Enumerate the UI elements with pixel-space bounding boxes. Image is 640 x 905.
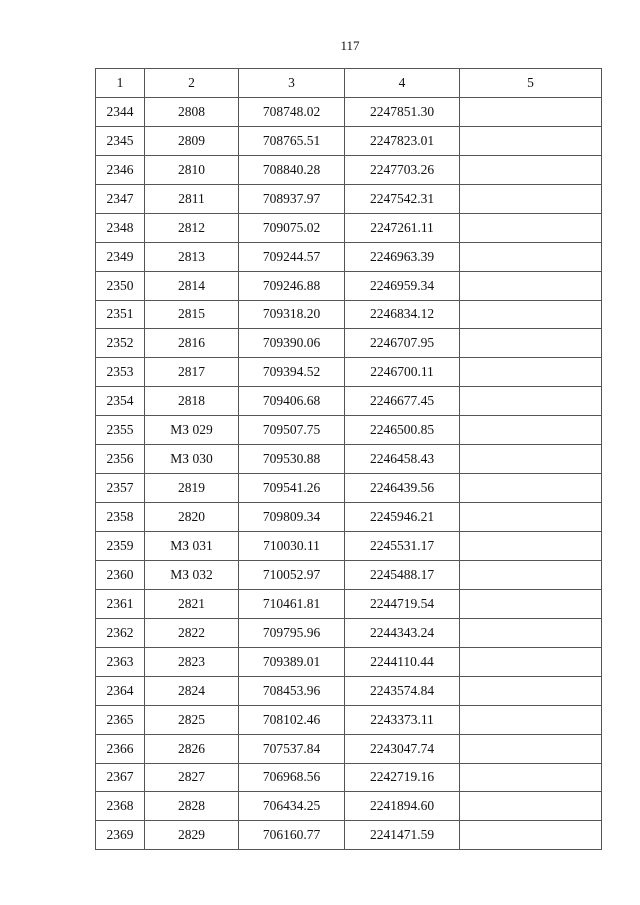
table-cell: 710052.97 xyxy=(239,560,345,589)
table-cell: 710030.11 xyxy=(239,532,345,561)
table-cell: 2360 xyxy=(96,560,145,589)
table-row xyxy=(96,676,602,705)
table-cell xyxy=(460,300,602,329)
table-cell: 2245531.17 xyxy=(345,532,460,561)
table-cell xyxy=(460,155,602,184)
table-cell: МЗ 031 xyxy=(145,532,239,561)
table-cell: 2241471.59 xyxy=(345,821,460,850)
table-cell: 2352 xyxy=(96,329,145,358)
table-cell: 2810 xyxy=(145,155,239,184)
table-cell: 2348 xyxy=(96,213,145,242)
table-cell: 709389.01 xyxy=(239,647,345,676)
table-row xyxy=(96,734,602,763)
table-cell: 706434.25 xyxy=(239,792,345,821)
table-cell: 2365 xyxy=(96,705,145,734)
table-header-row xyxy=(96,69,602,98)
table-cell: 2344 xyxy=(96,97,145,126)
column-header: 2 xyxy=(145,69,239,98)
table-cell: 2815 xyxy=(145,300,239,329)
table-cell xyxy=(460,532,602,561)
table-cell: 2820 xyxy=(145,503,239,532)
table-cell xyxy=(460,213,602,242)
table-cell: 2362 xyxy=(96,618,145,647)
table-cell: 2817 xyxy=(145,358,239,387)
table-cell: 709530.88 xyxy=(239,445,345,474)
table-cell: 708748.02 xyxy=(239,97,345,126)
table-cell: 709318.20 xyxy=(239,300,345,329)
table-row xyxy=(96,474,602,503)
table-cell: МЗ 030 xyxy=(145,445,239,474)
table-row xyxy=(96,589,602,618)
table-row xyxy=(96,763,602,792)
table-cell: 2346 xyxy=(96,155,145,184)
table-cell: 709390.06 xyxy=(239,329,345,358)
table-row xyxy=(96,329,602,358)
table-row xyxy=(96,560,602,589)
table-row xyxy=(96,184,602,213)
table-cell: 2246707.95 xyxy=(345,329,460,358)
table-cell: 2366 xyxy=(96,734,145,763)
table-cell: 2245488.17 xyxy=(345,560,460,589)
table-cell: 709075.02 xyxy=(239,213,345,242)
table-cell: 2814 xyxy=(145,271,239,300)
table-cell: 710461.81 xyxy=(239,589,345,618)
table-cell xyxy=(460,387,602,416)
table-cell xyxy=(460,184,602,213)
table-row xyxy=(96,792,602,821)
table-cell: 2361 xyxy=(96,589,145,618)
table-cell xyxy=(460,271,602,300)
table-cell: 2816 xyxy=(145,329,239,358)
table-cell: 709541.26 xyxy=(239,474,345,503)
column-header: 1 xyxy=(96,69,145,98)
table-cell: 709406.68 xyxy=(239,387,345,416)
table-cell: 2822 xyxy=(145,618,239,647)
table-cell: 708937.97 xyxy=(239,184,345,213)
table-cell: 2824 xyxy=(145,676,239,705)
table-cell: 2829 xyxy=(145,821,239,850)
table-row xyxy=(96,97,602,126)
table-row xyxy=(96,213,602,242)
table-row xyxy=(96,155,602,184)
table-row xyxy=(96,647,602,676)
table-cell: 2811 xyxy=(145,184,239,213)
table-row xyxy=(96,532,602,561)
table-cell: МЗ 032 xyxy=(145,560,239,589)
table-row xyxy=(96,387,602,416)
table-cell: 2828 xyxy=(145,792,239,821)
table-cell: 2355 xyxy=(96,416,145,445)
table-cell: 2368 xyxy=(96,792,145,821)
table-cell: 2244343.24 xyxy=(345,618,460,647)
table-cell: 2243574.84 xyxy=(345,676,460,705)
column-header: 3 xyxy=(239,69,345,98)
column-header: 4 xyxy=(345,69,460,98)
table-cell xyxy=(460,589,602,618)
table-cell xyxy=(460,329,602,358)
table-cell: 2246458.43 xyxy=(345,445,460,474)
table-cell: 709795.96 xyxy=(239,618,345,647)
table-cell: 2819 xyxy=(145,474,239,503)
table-cell: МЗ 029 xyxy=(145,416,239,445)
table-cell: 2246500.85 xyxy=(345,416,460,445)
table-cell: 709809.34 xyxy=(239,503,345,532)
table-cell: 2356 xyxy=(96,445,145,474)
table-cell: 2350 xyxy=(96,271,145,300)
table-cell: 2245946.21 xyxy=(345,503,460,532)
table-cell: 706968.56 xyxy=(239,763,345,792)
table-cell: 709394.52 xyxy=(239,358,345,387)
table-cell: 2247823.01 xyxy=(345,126,460,155)
table-cell: 2243047.74 xyxy=(345,734,460,763)
table-cell: 2246959.34 xyxy=(345,271,460,300)
table-cell xyxy=(460,445,602,474)
table-cell: 2244719.54 xyxy=(345,589,460,618)
table-cell xyxy=(460,618,602,647)
table-cell xyxy=(460,705,602,734)
table-cell: 2823 xyxy=(145,647,239,676)
table-cell: 2353 xyxy=(96,358,145,387)
table-cell: 2241894.60 xyxy=(345,792,460,821)
table-cell: 2813 xyxy=(145,242,239,271)
table-cell: 2359 xyxy=(96,532,145,561)
column-header: 5 xyxy=(460,69,602,98)
table-cell: 2354 xyxy=(96,387,145,416)
table-cell: 2369 xyxy=(96,821,145,850)
table-cell xyxy=(460,474,602,503)
table-cell xyxy=(460,647,602,676)
table-row xyxy=(96,271,602,300)
table-cell xyxy=(460,676,602,705)
table-cell: 2812 xyxy=(145,213,239,242)
table-cell: 2345 xyxy=(96,126,145,155)
table-cell: 708765.51 xyxy=(239,126,345,155)
table-cell: 2247261.11 xyxy=(345,213,460,242)
table-cell xyxy=(460,126,602,155)
table-cell: 2246834.12 xyxy=(345,300,460,329)
table-cell: 708453.96 xyxy=(239,676,345,705)
table-cell: 708102.46 xyxy=(239,705,345,734)
table-cell: 2827 xyxy=(145,763,239,792)
table-cell: 2243373.11 xyxy=(345,705,460,734)
table-row xyxy=(96,445,602,474)
table-cell: 2825 xyxy=(145,705,239,734)
table-cell: 2364 xyxy=(96,676,145,705)
table-cell: 2351 xyxy=(96,300,145,329)
table-cell: 2808 xyxy=(145,97,239,126)
table-cell: 709246.88 xyxy=(239,271,345,300)
table-cell: 707537.84 xyxy=(239,734,345,763)
table-cell: 708840.28 xyxy=(239,155,345,184)
table-cell: 2247703.26 xyxy=(345,155,460,184)
table-cell: 2809 xyxy=(145,126,239,155)
table-cell: 706160.77 xyxy=(239,821,345,850)
table-cell: 709507.75 xyxy=(239,416,345,445)
table-cell: 2247542.31 xyxy=(345,184,460,213)
table-row xyxy=(96,126,602,155)
table-cell: 709244.57 xyxy=(239,242,345,271)
table-cell: 2826 xyxy=(145,734,239,763)
table-cell: 2358 xyxy=(96,503,145,532)
table-cell xyxy=(460,358,602,387)
table-row xyxy=(96,300,602,329)
page-number: 117 xyxy=(340,38,360,53)
table-cell xyxy=(460,416,602,445)
table-cell: 2367 xyxy=(96,763,145,792)
table-cell xyxy=(460,821,602,850)
table-cell xyxy=(460,503,602,532)
table-cell xyxy=(460,97,602,126)
table-cell xyxy=(460,734,602,763)
table-cell: 2246439.56 xyxy=(345,474,460,503)
table-cell: 2244110.44 xyxy=(345,647,460,676)
table-cell: 2347 xyxy=(96,184,145,213)
table-cell: 2357 xyxy=(96,474,145,503)
table-row xyxy=(96,618,602,647)
table-cell xyxy=(460,792,602,821)
table-cell xyxy=(460,763,602,792)
table-row xyxy=(96,821,602,850)
table-cell: 2349 xyxy=(96,242,145,271)
table-row xyxy=(96,242,602,271)
table-row xyxy=(96,503,602,532)
table-row xyxy=(96,416,602,445)
table-body xyxy=(96,97,602,849)
table-cell xyxy=(460,560,602,589)
table-cell: 2242719.16 xyxy=(345,763,460,792)
table-cell: 2818 xyxy=(145,387,239,416)
table-cell: 2246700.11 xyxy=(345,358,460,387)
table-cell: 2246677.45 xyxy=(345,387,460,416)
table-cell xyxy=(460,242,602,271)
table-row xyxy=(96,358,602,387)
table-cell: 2363 xyxy=(96,647,145,676)
table-row xyxy=(96,705,602,734)
table-cell: 2247851.30 xyxy=(345,97,460,126)
coordinates-table xyxy=(95,68,602,850)
table-cell: 2821 xyxy=(145,589,239,618)
table-cell: 2246963.39 xyxy=(345,242,460,271)
